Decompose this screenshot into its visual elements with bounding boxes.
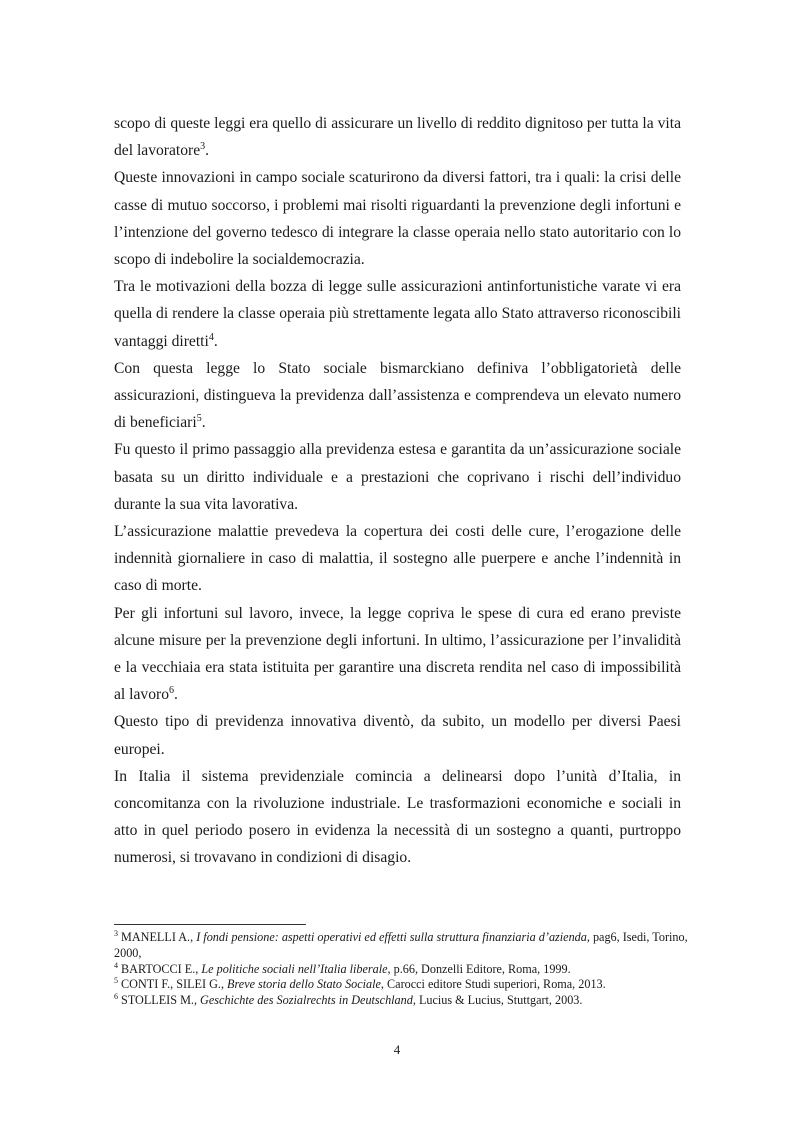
- footnote-title: Geschichte des Sozialrechts in Deutschland,: [200, 993, 416, 1008]
- footnote-author: CONTI F., SILEI G.,: [121, 977, 228, 992]
- paragraph: In Italia il sistema previdenziale comincia a delinearsi dopo l’unità d’Italia, in concomitanza con la rivoluzione industriale. Le trasformazioni economiche e sociali in atto in quel periodo posero in evidenza la necessità di un sostegno a quanti, purtroppo numerosi, si trovavano in condizioni di disagio.: [114, 767, 681, 867]
- footnote-rest: Lucius & Lucius, Stuttgart, 2003.: [415, 993, 583, 1008]
- paragraph: Queste innovazioni in campo sociale scaturirono da diversi fattori, tra i quali: la crisi delle casse di mutuo soccorso, i problemi mai risolti riguardanti la prevenzione degli infortuni e l’intenzione del governo tedesco di integrare la classe operaia nello stato autoritario con lo scopo di indebolire la socialdemocrazia.: [114, 169, 681, 269]
- paragraph-text: scopo di queste leggi era quello di assicurare un livello di reddito dignitoso per tutta la vita del lavoratore: [114, 115, 681, 160]
- footnote: [114, 977, 689, 993]
- paragraph: L’assicurazione malattie prevedeva la copertura dei costi delle cure, l’erogazione delle indennità giornaliere in caso di malattia, il sostegno alle puerpere e anche l’indennità in caso di morte.: [114, 523, 681, 595]
- paragraph: scopo di queste leggi era quello di assicurare un livello di reddito dignitoso per tutta la vita del lavoratore$^3$.: [114, 115, 681, 160]
- paragraph-text: Per gli infortuni sul lavoro, invece, la legge copriva le spese di cura ed erano previste alcune misure per la prevenzione degli infortuni. In ultimo, l’assicurazione per l’invalidità e la vecchiaia era stata istituita per garantire una discreta rendita nel caso di impossibilità al lavoro: [114, 604, 681, 704]
- footnote-rest: pag6, Isedi, Torino, 2000,: [114, 930, 688, 960]
- footnote-ref[interactable]: 6: [169, 685, 174, 697]
- paragraph-text: Con questa legge lo Stato sociale bismarckiano definiva l’obbligatorietà delle assicurazioni, distingueva la previdenza dall’assistenza e comprendeva un elevato numero di beneficiari: [114, 359, 681, 432]
- paragraph: Tra le motivazioni della bozza di legge sulle assicurazioni antinfortunistiche varate vi era quella di rendere la classe operaia più strettamente legata allo Stato attraverso riconoscibili vantaggi diretti$^4$.: [114, 278, 681, 350]
- footnote-title: I fondi pensione: aspetti operativi ed effetti sulla struttura finanziaria d’azienda,: [196, 930, 590, 944]
- paragraph-text: Tra le motivazioni della bozza di legge sulle assicurazioni antinfortunistiche varate vi era quella di rendere la classe operaia più strettamente legata allo Stato attraverso riconoscibili vantaggi diretti: [114, 278, 681, 350]
- footnote-number: 5: [114, 976, 118, 986]
- footnote: [114, 930, 689, 962]
- footnote-number: 4: [114, 960, 118, 970]
- footnote-author: BARTOCCI E.,: [121, 961, 202, 976]
- footnote-title: Breve storia dello Stato Sociale,: [227, 977, 384, 992]
- footnote-ref[interactable]: 5: [196, 413, 202, 425]
- paragraph: Questo tipo di previdenza innovativa diventò, da subito, un modello per diversi Paesi europei.: [114, 713, 681, 758]
- footnote-number: 6: [114, 992, 118, 1002]
- footnote-rest: p.66, Donzelli Editore, Roma, 1999.: [390, 961, 571, 976]
- footnote: [114, 993, 689, 1009]
- paragraph: Per gli infortuni sul lavoro, invece, la legge copriva le spese di cura ed erano previste alcune misure per la prevenzione degli infortuni. In ultimo, l’assicurazione per l’invalidità e la vecchiaia era stata istituita per garantire una discreta rendita nel caso di impossibilità al lavoro$^6$.: [114, 604, 681, 704]
- footnotes: [114, 930, 689, 1009]
- footnote-author: STOLLEIS M.,: [121, 993, 201, 1008]
- footnote-ref[interactable]: 3: [200, 141, 206, 153]
- footnote-separator: [114, 924, 306, 925]
- footnote-ref[interactable]: 4: [208, 331, 214, 343]
- body-text: [114, 110, 681, 872]
- footnote-title: Le politiche sociali nell’Italia liberale,: [201, 961, 391, 976]
- footnote-author: MANELLI A.,: [121, 930, 197, 944]
- page-number: 4: [393, 1042, 401, 1057]
- footnote: [114, 962, 689, 978]
- footnote-number: 3: [114, 928, 118, 938]
- paragraph: Con questa legge lo Stato sociale bismarckiano definiva l’obbligatorietà delle assicurazioni, distingueva la previdenza dall’assistenza e comprendeva un elevato numero di beneficiari$^5$.: [114, 359, 681, 432]
- footnote-rest: Carocci editore Studi superiori, Roma, 2013.: [383, 977, 606, 992]
- paragraph: Fu questo il primo passaggio alla previdenza estesa e garantita da un’assicurazione sociale basata su un diritto individuale e a prestazioni che coprivano i rischi dell’individuo durante la sua vita lavorativa.: [114, 441, 681, 513]
